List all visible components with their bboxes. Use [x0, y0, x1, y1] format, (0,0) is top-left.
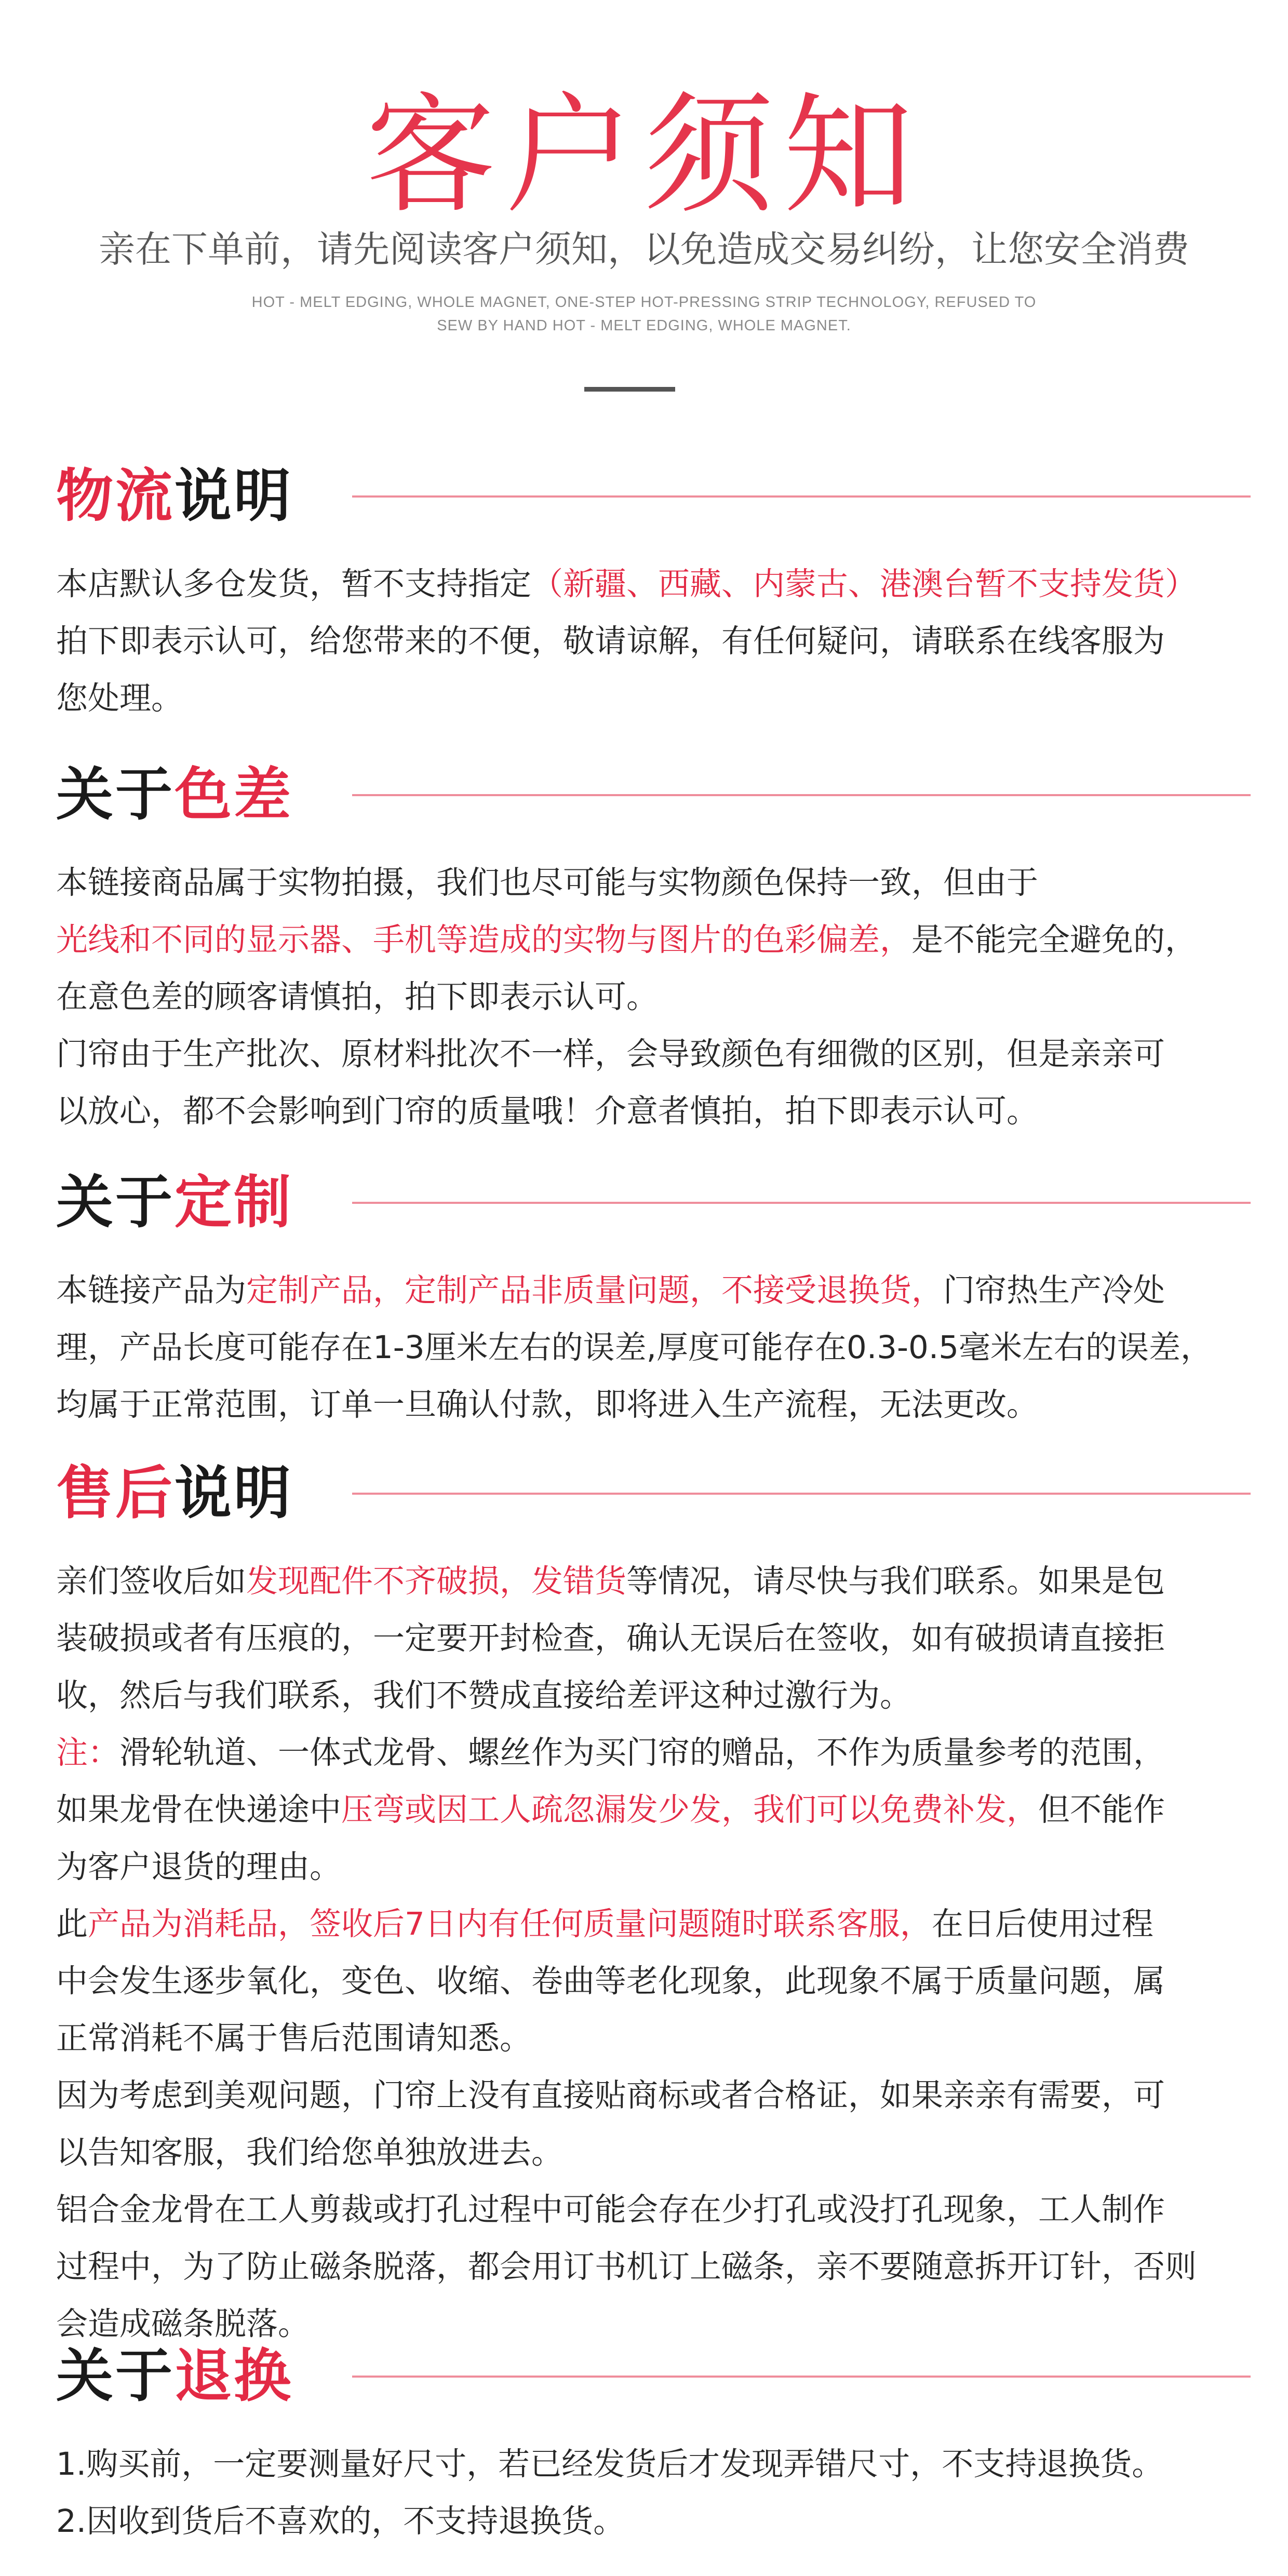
- highlighted-text: 光线和不同的显示器、手机等造成的实物与图片的色彩偏差，: [56, 921, 912, 958]
- body-text: 铝合金龙骨在工人剪裁或打孔过程中可能会存在少打孔或没打孔现象，工人制作: [56, 2191, 1165, 2228]
- body-line: [56, 2067, 1251, 2124]
- body-text: 亲们签收后如: [56, 1563, 247, 1600]
- body-line: [56, 1724, 1251, 1781]
- body-text: 在意色差的顾客请慎拍，拍下即表示认可。: [56, 978, 659, 1015]
- section-body: [56, 1553, 1251, 2353]
- section-heading-part-1: 关于: [56, 761, 175, 828]
- body-text: 您处理。: [56, 680, 183, 717]
- section-body: [56, 1262, 1251, 1433]
- body-text: 为客户退货的理由。: [56, 1848, 342, 1885]
- section-heading-part-1: 关于: [56, 2343, 175, 2409]
- body-text: 是不能完全避免的，: [911, 921, 1197, 958]
- section-heading: [56, 1454, 1251, 1532]
- body-line: [56, 1839, 1251, 1896]
- section-heading-text: [56, 756, 293, 834]
- highlighted-text: 产品为消耗品，签收后7日内有任何质量问题随时联系客服，: [88, 1906, 932, 1942]
- highlighted-text: 定制产品，定制产品非质量问题，不接受退换货，: [246, 1272, 944, 1309]
- body-line: [56, 1083, 1251, 1140]
- body-text: 在日后使用过程: [931, 1906, 1153, 1942]
- body-text: 滑轮轨道、一体式龙骨、螺丝作为买门帘的赠品，不作为质量参考的范围，: [119, 1734, 1165, 1771]
- body-text: 如果龙骨在快递途中: [56, 1791, 342, 1828]
- section-heading: [56, 457, 1251, 535]
- body-text: 门帘热生产冷处: [943, 1272, 1165, 1309]
- page-subtitle: 亲在下单前，请先阅读客户须知，以免造成交易纠纷，让您安全消费: [99, 228, 1189, 271]
- section-heading-part-1: 售后: [56, 1460, 175, 1526]
- body-text: 本店默认多仓发货，暂不支持指定: [56, 566, 532, 602]
- body-line: [56, 1610, 1251, 1667]
- section-heading-part-2: 说明: [175, 1460, 293, 1526]
- section-heading-text: [56, 1454, 293, 1532]
- body-line: [56, 969, 1251, 1026]
- body-text: 装破损或者有压痕的，一定要开封检查，确认无误后在签收，如有破损请直接拒: [56, 1620, 1165, 1657]
- body-text: 此: [56, 1906, 88, 1942]
- title-divider: [584, 387, 675, 392]
- customization-section: [56, 1163, 1251, 1433]
- body-line: [56, 556, 1251, 613]
- section-body: [56, 854, 1251, 1140]
- body-line: [56, 1553, 1251, 1610]
- body-line: [56, 2436, 1251, 2493]
- section-heading-part-2: 退换: [175, 2343, 293, 2409]
- section-divider-line: [352, 2376, 1251, 2378]
- body-line: [56, 613, 1251, 670]
- after-sales-section: [56, 1454, 1251, 2353]
- section-heading-text: [56, 2337, 293, 2415]
- section-heading-part-2: 定制: [175, 1169, 293, 1236]
- english-tagline-line-1: HOT - MELT EDGING, WHOLE MAGNET, ONE-STEP HOT-PRESSING STRIP TECHNOLOGY, REFUSED TO: [251, 294, 1037, 311]
- body-text: 门帘由于生产批次、原材料批次不一样，会导致颜色有细微的区别，但是亲亲可: [56, 1036, 1165, 1072]
- body-line: [56, 1896, 1251, 1953]
- body-text: 本链接产品为: [56, 1272, 247, 1309]
- section-divider-line: [352, 1202, 1251, 1204]
- english-tagline-line-2: SEW BY HAND HOT - MELT EDGING, WHOLE MAGNET.: [437, 317, 851, 334]
- body-text: 正常消耗不属于售后范围请知悉。: [56, 2020, 532, 2057]
- highlighted-text: （新疆、西藏、内蒙古、港澳台暂不支持发货）: [531, 566, 1197, 602]
- logistics-section: [56, 457, 1251, 727]
- section-body: [56, 2436, 1251, 2550]
- highlighted-text: 压弯或因工人疏忽漏发少发，我们可以免费补发，: [341, 1791, 1039, 1828]
- body-text: 因为考虑到美观问题，门帘上没有直接贴商标或者合格证，如果亲亲有需要，可: [56, 2077, 1165, 2114]
- body-text: 收，然后与我们联系，我们不赞成直接给差评这种过激行为。: [56, 1677, 912, 1714]
- body-line: [56, 670, 1251, 727]
- section-heading-part-2: 说明: [175, 463, 293, 529]
- section-heading-text: [56, 457, 293, 535]
- body-text: 拍下即表示认可，给您带来的不便，敬请谅解，有任何疑问，请联系在线客服为: [56, 623, 1165, 660]
- body-line: [56, 1667, 1251, 1724]
- body-line: [56, 2181, 1251, 2238]
- body-text: 中会发生逐步氧化，变色、收缩、卷曲等老化现象，此现象不属于质量问题，属: [56, 1963, 1165, 2000]
- body-text: 理，产品长度可能存在1-3厘米左右的误差,厚度可能存在0.3-0.5毫米左右的误差，: [56, 1329, 1213, 1366]
- body-line: [56, 2493, 1251, 2550]
- section-heading-part-1: 关于: [56, 1169, 175, 1236]
- body-line: [56, 854, 1251, 911]
- body-line: [56, 2010, 1251, 2067]
- section-heading-text: [56, 1163, 293, 1241]
- section-divider-line: [352, 1493, 1251, 1495]
- body-line: [56, 1319, 1251, 1376]
- body-text: 本链接商品属于实物拍摄，我们也尽可能与实物颜色保持一致，但由于: [56, 864, 1039, 901]
- page-title: 客户须知: [366, 80, 922, 231]
- section-heading-part-1: 物流: [56, 463, 175, 529]
- body-line: [56, 1026, 1251, 1083]
- highlighted-text: 发现配件不齐破损，发错货: [246, 1563, 627, 1600]
- body-line: [56, 1781, 1251, 1839]
- section-heading: [56, 756, 1251, 834]
- return-exchange-section: [56, 2337, 1251, 2550]
- body-text: 以放心，都不会影响到门帘的质量哦！介意者慎拍，拍下即表示认可。: [56, 1093, 1039, 1130]
- body-line: [56, 911, 1251, 969]
- color-difference-section: [56, 756, 1251, 1140]
- section-heading: [56, 1163, 1251, 1241]
- section-divider-line: [352, 495, 1251, 498]
- highlighted-text: 注：: [56, 1734, 120, 1771]
- section-divider-line: [352, 794, 1251, 796]
- section-heading-part-2: 色差: [175, 761, 293, 828]
- section-heading: [56, 2337, 1251, 2415]
- body-line: [56, 1953, 1251, 2010]
- body-text: 1.购买前，一定要测量好尺寸，若已经发货后才发现弄错尺寸，不支持退换货。: [56, 2446, 1164, 2483]
- body-line: [56, 2124, 1251, 2181]
- body-line: [56, 1262, 1251, 1319]
- body-text: 以告知客服，我们给您单独放进去。: [56, 2134, 564, 2171]
- body-text: 均属于正常范围，订单一旦确认付款，即将进入生产流程，无法更改。: [56, 1386, 1039, 1423]
- body-text: 2.因收到货后不喜欢的，不支持退换货。: [56, 2503, 625, 2540]
- body-text: 等情况，请尽快与我们联系。如果是包: [626, 1563, 1165, 1600]
- body-line: [56, 2238, 1251, 2296]
- body-line: [56, 1376, 1251, 1433]
- body-text: 但不能作: [1038, 1791, 1165, 1828]
- body-text: 过程中，为了防止磁条脱落，都会用订书机订上磁条，亲不要随意拆开订针，否则: [56, 2248, 1197, 2285]
- body-text: 会造成磁条脱落。: [56, 2305, 310, 2342]
- section-body: [56, 556, 1251, 727]
